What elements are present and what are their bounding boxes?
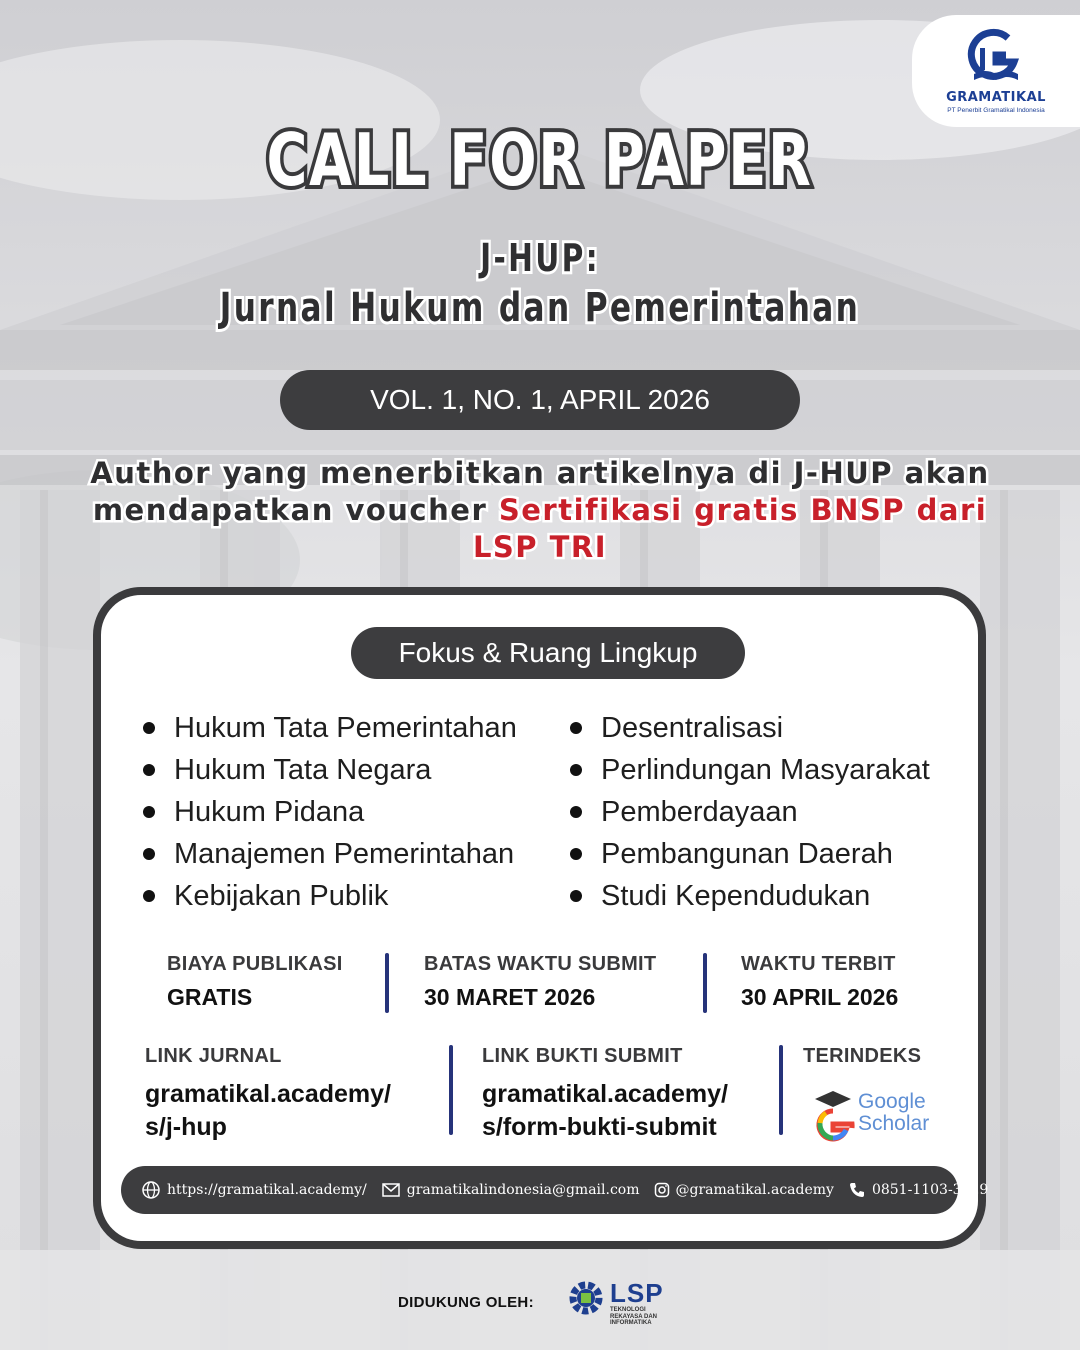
proof-link-label: LINK BUKTI SUBMIT: [482, 1045, 683, 1067]
promo-highlight-2: LSP TRI: [472, 530, 608, 564]
journal-link-line-1[interactable]: gramatikal.academy/: [145, 1080, 391, 1108]
mail-icon: [381, 1181, 401, 1199]
phone-icon: [848, 1181, 866, 1199]
page-title: CALL FOR PAPER: [266, 118, 814, 202]
volume-text: VOL. 1, NO. 1, APRIL 2026: [370, 384, 710, 415]
website-contact[interactable]: [141, 1180, 367, 1200]
list-item: [141, 749, 517, 791]
publish-value: 30 APRIL 2026: [741, 984, 899, 1010]
bullet-icon: [570, 722, 582, 734]
divider: [449, 1045, 453, 1135]
brand-logo-card: [912, 15, 1080, 127]
promo-line-2-plain: mendapatkan voucher: [92, 493, 499, 527]
bullet-icon: [143, 722, 155, 734]
brand-name: GRAMATIKAL: [946, 90, 1046, 105]
list-item: [141, 707, 517, 749]
promo-highlight-1: Sertifikasi gratis BNSP dari: [498, 493, 988, 527]
bullet-icon: [143, 764, 155, 776]
journal-name: Jurnal Hukum dan Pemerintahan: [219, 285, 861, 331]
instagram-text[interactable]: @gramatikal.academy: [675, 1182, 834, 1198]
headline: [0, 118, 1080, 202]
indexed-label: TERINDEKS: [803, 1045, 922, 1067]
promo-line-1: Author yang menerbitkan artikelnya di J-HUP akan: [90, 456, 990, 490]
list-item: [568, 875, 930, 917]
lsp-logo: [566, 1278, 676, 1328]
bullet-icon: [570, 890, 582, 902]
promo-line-2: [60, 492, 1020, 529]
proof-link-block: [482, 1045, 728, 1144]
bullet-icon: [570, 848, 582, 860]
focus-title-badge: [351, 627, 745, 679]
focus-list-right: [568, 707, 930, 917]
list-item: [568, 833, 930, 875]
phone-contact[interactable]: [848, 1181, 988, 1199]
lsp-subtitle-line-3: INFORMATIKA: [610, 1320, 652, 1326]
list-item: [568, 791, 930, 833]
journal-link-label: LINK JURNAL: [145, 1045, 282, 1067]
proof-link[interactable]: [482, 1078, 728, 1144]
google-scholar-text: [858, 1091, 929, 1135]
focus-list-left: [141, 707, 517, 917]
gramatikal-logo-icon: [956, 28, 1036, 88]
instagram-icon: [654, 1182, 670, 1198]
google-scholar-logo: [811, 1089, 941, 1145]
divider: [779, 1045, 783, 1135]
list-item-label: Kebijakan Publik: [174, 879, 389, 912]
list-item-label: Studi Kependudukan: [601, 879, 871, 912]
website-text[interactable]: https://gramatikal.academy/: [167, 1182, 367, 1198]
globe-icon: [141, 1180, 161, 1200]
deadline-value: 30 MARET 2026: [424, 984, 596, 1010]
list-item-label: Manajemen Pemerintahan: [174, 837, 515, 870]
fee-value: GRATIS: [167, 984, 253, 1010]
journal-link-block: [145, 1045, 391, 1144]
proof-link-line-2[interactable]: s/form-bukti-submit: [482, 1113, 717, 1141]
list-item-label: Hukum Tata Pemerintahan: [174, 711, 517, 744]
lsp-subtitle-line-1: TEKNOLOGI: [610, 1307, 646, 1313]
phone-text[interactable]: 0851-1103-3629: [871, 1182, 989, 1198]
lsp-name: LSP: [610, 1278, 664, 1308]
gear-icon: [566, 1278, 606, 1318]
focus-title: Fokus & Ruang Lingkup: [398, 637, 698, 668]
journal-code: J-HUP:: [480, 236, 600, 280]
list-item: [568, 707, 930, 749]
list-item: [141, 875, 517, 917]
instagram-contact[interactable]: [654, 1182, 834, 1198]
proof-link-line-1[interactable]: gramatikal.academy/: [482, 1080, 728, 1108]
list-item: [568, 749, 930, 791]
list-item-label: Perlindungan Masyarakat: [601, 753, 930, 786]
journal-link-line-2[interactable]: s/j-hup: [145, 1113, 227, 1141]
bullet-icon: [570, 764, 582, 776]
publish-info: [741, 953, 898, 1011]
divider: [385, 953, 389, 1013]
bullet-icon: [143, 806, 155, 818]
google-scholar-icon: [811, 1089, 855, 1143]
list-item-label: Pemberdayaan: [601, 795, 798, 828]
list-item-label: Hukum Pidana: [174, 795, 365, 828]
brand-subtitle: PT Penerbit Gramatikal Indonesia: [947, 107, 1045, 114]
email-contact[interactable]: [381, 1181, 640, 1199]
list-item: [141, 833, 517, 875]
journal-link[interactable]: [145, 1078, 391, 1144]
volume-badge: [280, 370, 800, 430]
lsp-subtitle-line-2: REKAYASA DAN: [610, 1313, 658, 1320]
deadline-info: [424, 953, 656, 1011]
list-item-label: Pembangunan Daerah: [601, 837, 893, 870]
publish-label: WAKTU TERBIT: [741, 953, 896, 975]
list-item-label: Desentralisasi: [601, 711, 784, 744]
support-footer: [0, 1270, 1080, 1330]
support-label: DIDUKUNG OLEH:: [398, 1294, 534, 1311]
fee-info: [167, 953, 343, 1011]
gs-line-1: Google: [858, 1090, 926, 1113]
bullet-icon: [570, 806, 582, 818]
list-item-label: Hukum Tata Negara: [174, 753, 432, 786]
fee-label: BIAYA PUBLIKASI: [167, 953, 343, 975]
bullet-icon: [143, 848, 155, 860]
email-text[interactable]: gramatikalindonesia@gmail.com: [406, 1182, 640, 1198]
bullet-icon: [143, 890, 155, 902]
list-item: [141, 791, 517, 833]
contact-bar: [121, 1166, 989, 1214]
gs-line-2: Scholar: [858, 1112, 930, 1135]
info-card: [93, 587, 989, 1249]
deadline-label: BATAS WAKTU SUBMIT: [424, 953, 657, 975]
promo-text: [60, 455, 1020, 566]
lsp-subtitle: [610, 1307, 657, 1327]
divider: [703, 953, 707, 1013]
indexed-block: [803, 1045, 921, 1068]
